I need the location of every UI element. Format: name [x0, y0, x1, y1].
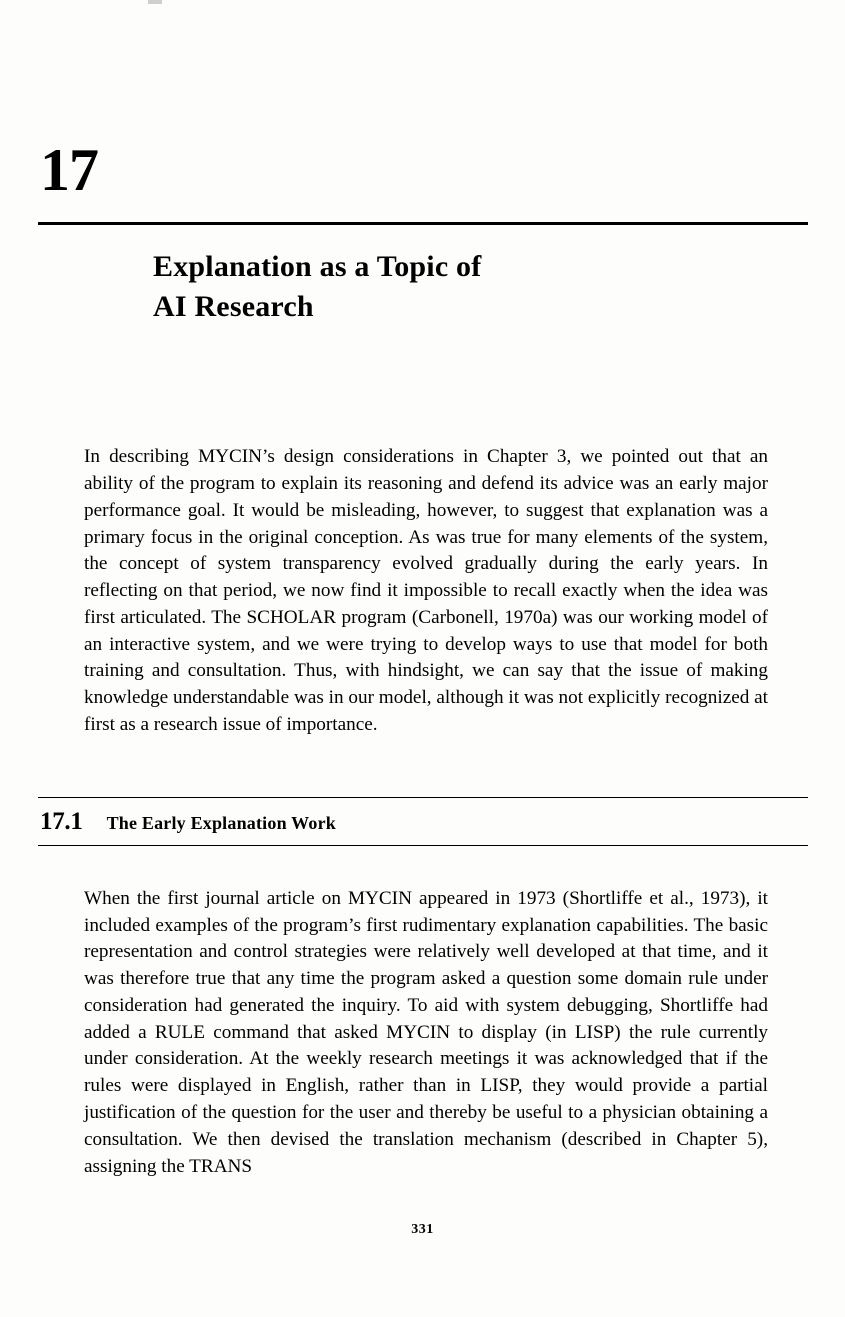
- chapter-title-line-1: Explanation as a Topic of: [153, 250, 482, 283]
- section-17-1: [38, 797, 808, 1181]
- intro-section: [84, 444, 768, 739]
- section-number: 17.1: [40, 807, 83, 835]
- section-heading: [38, 798, 808, 845]
- page-content: [38, 0, 808, 1180]
- chapter-number: 17: [40, 137, 98, 203]
- section-paragraph: When the first journal article on MYCIN appeared in 1973 (Shortliffe et al., 1973), it included examples of the program’s first rudimentary explanation capabilities. The basic representation and control strategies were relatively well developed at that time, and it was therefore true that any time the program asked a question some domain rule under consideration had generated the inquiry. To aid with system debugging, Shortliffe had added a RULE command that asked MYCIN to display (in LISP) the rule currently under consideration. At the weekly research meetings it was acknowledged that if the rules were displayed in English, rather than in LISP, they would provide a partial justification of the question for the user and thereby be useful to a physician obtaining a consultation. We then devised the translation mechanism (described in Chapter 5), assigning the TRANS: [84, 887, 768, 1177]
- chapter-rule: [38, 222, 808, 225]
- page-number: 331: [411, 1222, 434, 1237]
- intro-paragraph: In describing MYCIN’s design considerations in Chapter 3, we pointed out that an ability of the program to explain its reasoning and defend its advice was an early major performance goal. It would be misleading, however, to suggest that explanation was a primary focus in the original conception. As was true for many elements of the system, the concept of system transparency evolved gradually during the early years. In reflecting on that period, we now find it impossible to recall exactly when the idea was first articulated. The SCHOLAR program (Carbonell, 1970a) was our working model of an interactive system, and we were trying to develop ways to use that model for both training and consultation. Thus, with hindsight, we can say that the issue of making knowledge understandable was in our model, although it was not explicitly recognized at first as a research issue of importance.: [84, 446, 768, 735]
- section-rule-bottom: [38, 845, 808, 846]
- chapter-title: [153, 247, 808, 326]
- section-body: [84, 886, 768, 1181]
- section-title: The Early Explanation Work: [106, 812, 336, 833]
- chapter-title-line-2: AI Research: [153, 289, 314, 323]
